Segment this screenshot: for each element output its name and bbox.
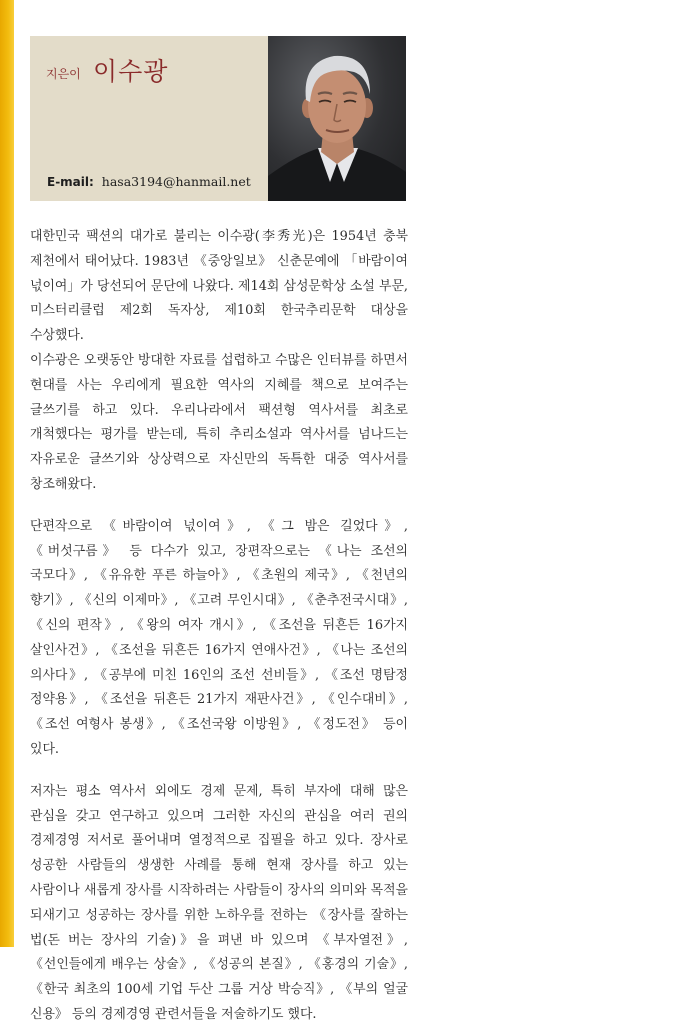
author-portrait-icon bbox=[268, 36, 406, 201]
author-name: 이수광 bbox=[93, 57, 169, 86]
left-accent-stripe bbox=[0, 0, 14, 947]
author-prefix: 지은이 bbox=[46, 67, 81, 81]
email-line bbox=[47, 174, 251, 189]
biography-text bbox=[30, 225, 408, 1028]
bio-paragraph: 이수광은 오랫동안 방대한 자료를 섭렵하고 수많은 인터뷰를 하면서 현대를 사는 우리에게 필요한 역사의 지혜를 책으로 보여주는 글쓰기를 하고 있다. 우리나라에서 팩션형 역사서를 최초로 개척했다는 평가를 받는데, 특히 추리소설과 역사서를 넘나드는 자유로운 글쓰기와 상상력으로 자신만의 독특한 대중 역사서를 창조해왔다. bbox=[30, 352, 408, 492]
bio-paragraph: 저자는 평소 역사서 외에도 경제 문제, 특히 부자에 대해 많은 관심을 갖고 연구하고 있으며 그러한 자신의 관심을 여러 권의 경제경영 저서로 풀어내며 열정적으로 집필을 하고 있다. 장사로 성공한 사람들의 생생한 사례를 통해 현재 장사를 하고 있는 사람이나 새롭게 장사를 시작하려는 사람들이 장사의 의미와 목적을 되새기고 성공하는 장사를 위한 노하우를 전하는 《장사를 잘하는 법(돈 버는 장사의 기술)》을 펴낸 바 있으며 《부자열전》, 《선인들에게 배우는 상술》, 《성공의 본질》, 《홍경의 기술》, 《한국 최초의 100세 기업 두산 그룹 거상 박승직》, 《부의 얼굴 신용》 등의 경제경영 관련서들을 저술하기도 했다. bbox=[30, 783, 408, 1022]
portrait-illustration bbox=[268, 36, 406, 201]
bio-paragraph: 대한민국 팩션의 대가로 불리는 이수광(李秀光)은 1954년 충북 제천에서 태어났다. 1983년 《중앙일보》 신춘문예에 「바람이여 넋이여」가 당선되어 문단에 나왔다. 제14회 삼성문학상 소설 부문, 미스터리클럽 제2회 독자상, 제10회 한국추리문학 대상을 수상했다. bbox=[30, 229, 408, 344]
email-address: hasa3194@hanmail.net bbox=[101, 174, 251, 189]
author-header bbox=[30, 36, 406, 201]
email-label: E-mail: bbox=[47, 175, 94, 189]
bio-paragraph: 단편작으로 《바람이여 넋이여》, 《그 밤은 길었다》, 《버섯구름》 등 다수가 있고, 장편작으로는 《나는 조선의 국모다》, 《유유한 푸른 하늘아》, 《초원의 제국》, 《천년의 향기》, 《신의 이제마》, 《고려 무인시대》, 《춘추전국시대》, 《신의 편작》, 《왕의 여자 개시》, 《조선을 뒤흔든 16가지 살인사건》, 《조선을 뒤흔든 16가지 연애사건》, 《나는 조선의 의사다》, 《공부에 미친 16인의 조선 선비들》, 《조선 명탐정 정약용》, 《조선을 뒤흔든 21가지 재판사건》, 《인수대비》, 《조선 여형사 봉생》, 《조선국왕 이방원》, 《정도전》 등이 있다. bbox=[30, 518, 408, 757]
